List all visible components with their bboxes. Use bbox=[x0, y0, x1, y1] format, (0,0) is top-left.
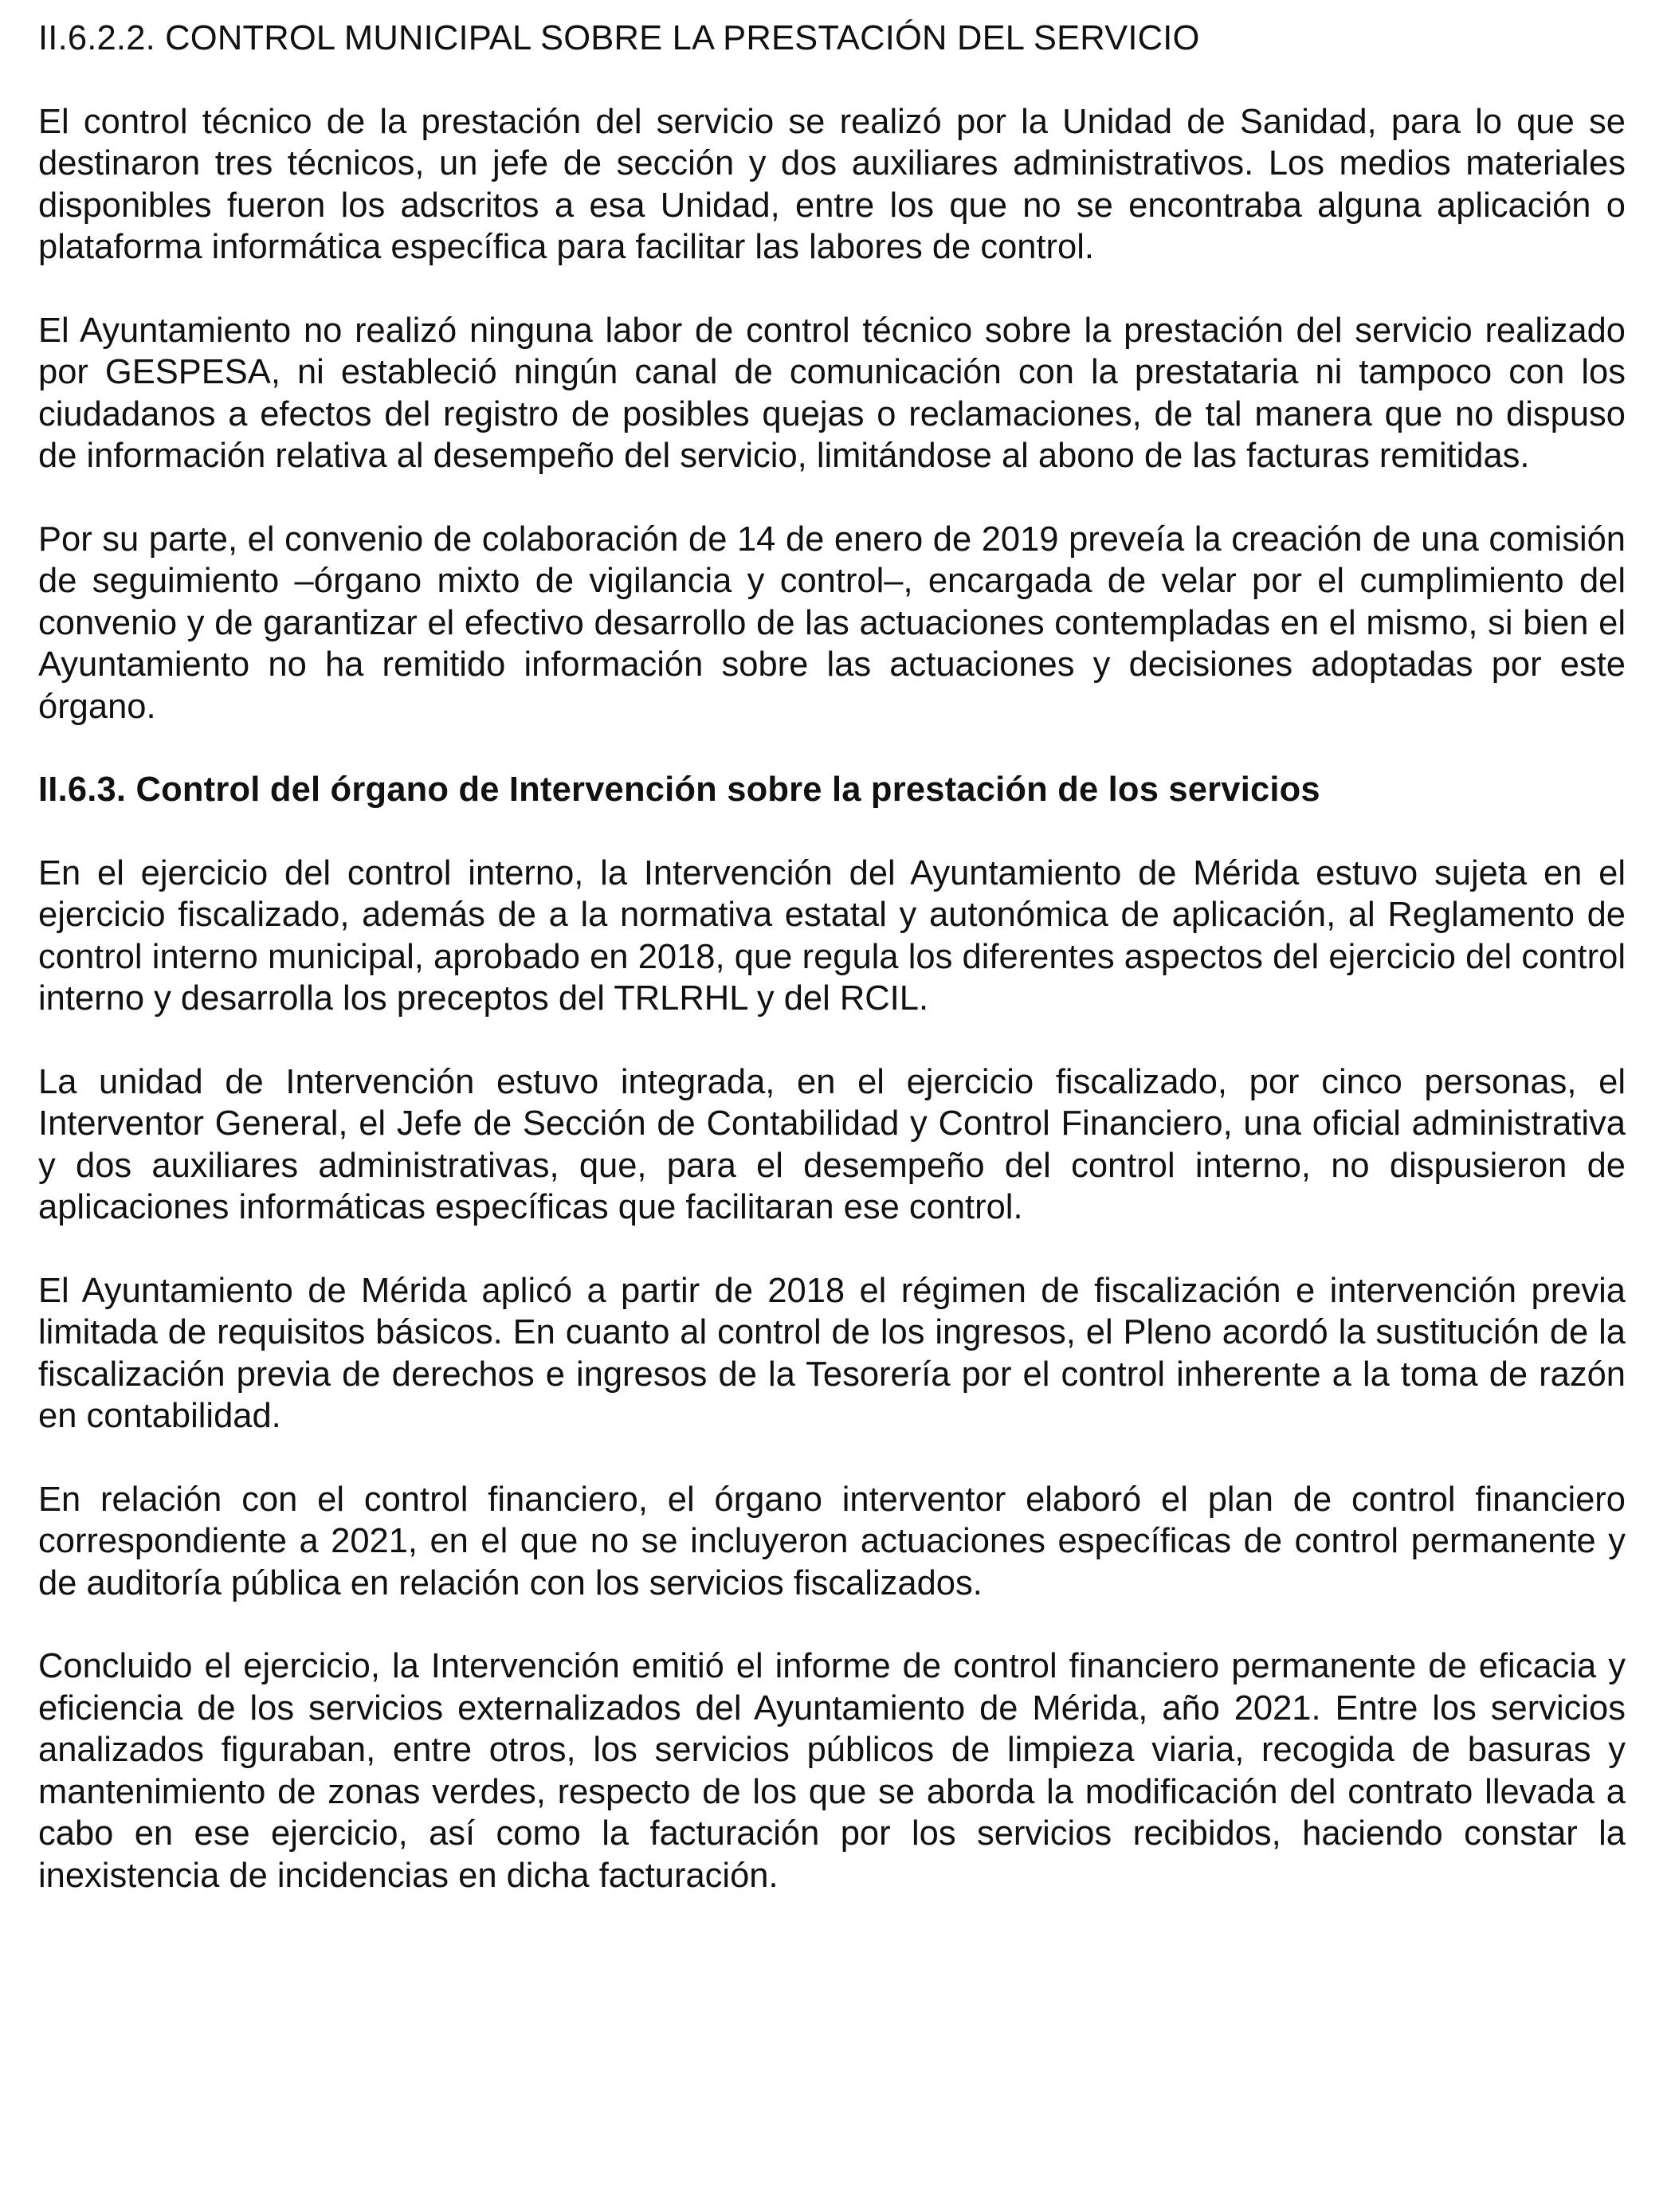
section-heading-municipal-control: II.6.2.2. CONTROL MUNICIPAL SOBRE LA PRESTACIÓN DEL SERVICIO bbox=[38, 19, 1200, 57]
paragraph: En relación con el control financiero, el órgano interventor elaboró el plan de control financiero correspondiente a 2021, en el que no se incluyeron actuaciones específicas de control permanente y de auditoría pública en relación con los servicios fiscalizados. bbox=[38, 1480, 1626, 1602]
paragraph: En el ejercicio del control interno, la Intervención del Ayuntamiento de Mérida estuvo sujeta en el ejercicio fiscalizado, además de a la normativa estatal y autonómica de aplicación, al Reglamento de control interno municipal, aprobado en 2018, que regula los diferentes aspectos del ejercicio del control interno y desarrolla los preceptos del TRLRHL y del RCIL. bbox=[38, 853, 1626, 1018]
document-page bbox=[38, 18, 1626, 1938]
paragraph: El Ayuntamiento de Mérida aplicó a partir de 2018 el régimen de fiscalización e intervención previa limitada de requisitos básicos. En cuanto al control de los ingresos, el Pleno acordó la sustitución de la fiscalización previa de derechos e ingresos de la Tesorería por el control inherente a la toma de razón en contabilidad. bbox=[38, 1271, 1626, 1435]
paragraph: La unidad de Intervención estuvo integrada, en el ejercicio fiscalizado, por cinco personas, el Interventor General, el Jefe de Sección de Contabilidad y Control Financiero, una oficial administrativa y dos auxiliares administrativas, que, para el desempeño del control interno, no dispusieron de aplicaciones informáticas específicas que facilitaran ese control. bbox=[38, 1062, 1626, 1226]
paragraph: El control técnico de la prestación del servicio se realizó por la Unidad de Sanidad, para lo que se destinaron tres técnicos, un jefe de sección y dos auxiliares administrativos. Los medios materiales disponibles fueron los adscritos a esa Unidad, entre los que no se encontraba alguna aplicación o plataforma informática específica para facilitar las labores de control. bbox=[38, 102, 1626, 266]
section-heading-intervention-control: II.6.3. Control del órgano de Intervención sobre la prestación de los servicios bbox=[38, 771, 1320, 809]
paragraph: Por su parte, el convenio de colaboración de 14 de enero de 2019 preveía la creación de una comisión de seguimiento –órgano mixto de vigilancia y control–, encargada de velar por el cumplimiento del convenio y de garantizar el efectivo desarrollo de las actuaciones contempladas en el mismo, si bien el Ayuntamiento no ha remitido información sobre las actuaciones y decisiones adoptadas por este órgano. bbox=[38, 520, 1626, 726]
paragraph: El Ayuntamiento no realizó ninguna labor de control técnico sobre la prestación del servicio realizado por GESPESA, ni estableció ningún canal de comunicación con la prestataria ni tampoco con los ciudadanos a efectos del registro de posibles quejas o reclamaciones, de tal manera que no dispuso de información relativa al desempeño del servicio, limitándose al abono de las facturas remitidas. bbox=[38, 311, 1626, 475]
paragraph: Concluido el ejercicio, la Intervención emitió el informe de control financiero permanente de eficacia y eficiencia de los servicios externalizados del Ayuntamiento de Mérida, año 2021. Entre los servicios analizados figuraban, entre otros, los servicios públicos de limpieza viaria, recogida de basuras y mantenimiento de zonas verdes, respecto de los que se aborda la modificación del contrato llevada a cabo en ese ejercicio, así como la facturación por los servicios recibidos, haciendo constar la inexistencia de incidencias en dicha facturación. bbox=[38, 1647, 1626, 1895]
